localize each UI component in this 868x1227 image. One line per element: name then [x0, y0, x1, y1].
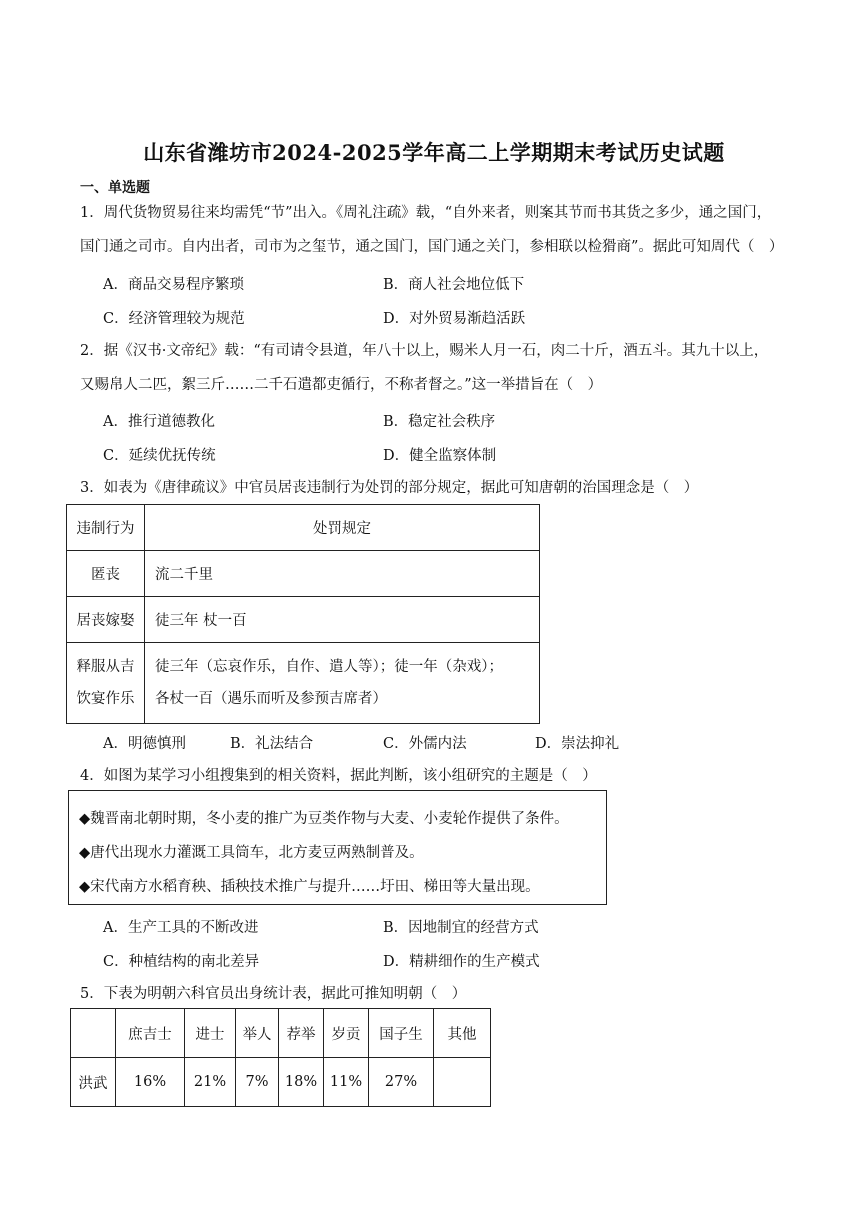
question-5: [80, 977, 792, 1011]
table-cell: 21%: [185, 1058, 236, 1107]
question-5-line-1: 5．下表为明朝六科官员出身统计表，据此可推知明朝（ ）: [80, 986, 467, 1002]
question-3-line-1: 3．如表为《唐律疏议》中官员居丧违制行为处罚的部分规定，据此可知唐朝的治国理念是（ ）: [80, 480, 699, 496]
table-cell-line: 徒三年（忘哀作乐，自作、遣人等）；徒一年（杂戏）；: [155, 659, 503, 675]
question-2: [80, 334, 792, 402]
question-4: [80, 759, 792, 793]
material-item: ◆魏晋南北朝时期，冬小麦的推广为豆类作物与大麦、小麦轮作提供了条件。: [79, 811, 569, 827]
exam-title: 山东省潍坊市2024-2025学年高二上学期期末考试历史试题: [143, 140, 725, 165]
q1-option-a[interactable]: A．商品交易程序繁琐: [103, 277, 244, 293]
table-row: [67, 597, 540, 643]
table-cell: 洪武: [71, 1058, 116, 1107]
table-row: [67, 505, 540, 551]
table-header-cell: 国子生: [369, 1009, 434, 1058]
table-row: [67, 551, 540, 597]
material-item: ◆唐代出现水力灌溉工具筒车，北方麦豆两熟制普及。: [79, 845, 424, 861]
question-4-line-1: 4．如图为某学习小组搜集到的相关资料，据此判断，该小组研究的主题是（ ）: [80, 768, 597, 784]
table-cell: 18%: [279, 1058, 324, 1107]
q5-table: [70, 1008, 491, 1107]
q4-option-d[interactable]: D．精耕细作的生产模式: [383, 954, 540, 970]
table-cell: 居丧嫁娶: [67, 597, 145, 643]
q2-option-b[interactable]: B．稳定社会秩序: [383, 414, 496, 430]
section-heading: 一、单选题: [80, 180, 150, 196]
table-header-cell: 举人: [236, 1009, 279, 1058]
q4-option-a[interactable]: A．生产工具的不断改进: [103, 920, 259, 936]
table-cell: 徒三年 杖一百: [145, 597, 540, 643]
q2-option-a[interactable]: A．推行道德教化: [103, 414, 215, 430]
q3-option-b[interactable]: B．礼法结合: [230, 736, 314, 752]
table-cell: 27%: [369, 1058, 434, 1107]
table-header-cell: 违制行为: [67, 505, 145, 551]
table-row: [67, 643, 540, 724]
table-cell-line: 释服从吉: [76, 659, 135, 675]
q2-option-d[interactable]: D．健全监察体制: [383, 448, 497, 464]
table-cell: 流二千里: [145, 551, 540, 597]
table-cell: [145, 643, 540, 724]
q1-option-c[interactable]: C．经济管理较为规范: [103, 311, 245, 327]
q1-option-b[interactable]: B．商人社会地位低下: [383, 277, 525, 293]
table-row: [71, 1058, 491, 1107]
q4-option-c[interactable]: C．种植结构的南北差异: [103, 954, 260, 970]
table-header-cell: 进士: [185, 1009, 236, 1058]
question-2-line-2: 又赐帛人二匹，絮三斤……二千石遣都吏循行，不称者督之。”这一举措旨在（ ）: [80, 377, 603, 393]
q3-table: [66, 504, 540, 724]
table-cell-line: 饮宴作乐: [76, 691, 135, 707]
question-1-line-2: 国门通之司市。自内出者，司市为之玺节，通之国门，国门通之关门，参相联以检猾商”。据此可知周代（ ）: [80, 239, 784, 255]
table-header-cell: 岁贡: [324, 1009, 369, 1058]
table-header-cell: 其他: [434, 1009, 491, 1058]
table-header-cell: 荐举: [279, 1009, 324, 1058]
table-cell: [434, 1058, 491, 1107]
question-2-line-1: 2．据《汉书·文帝纪》载：“有司请令县道，年八十以上，赐米人月一石，肉二十斤，酒五斗。其九十以上，: [80, 343, 769, 359]
table-cell-line: 各杖一百（遇乐而听及参预吉席者）: [155, 691, 387, 707]
q4-material-box: [68, 790, 607, 905]
table-header-cell: 处罚规定: [145, 505, 540, 551]
question-3: [80, 471, 792, 505]
table-row: [71, 1009, 491, 1058]
q2-option-c[interactable]: C．延续优抚传统: [103, 448, 216, 464]
q3-option-c[interactable]: C．外儒内法: [383, 736, 467, 752]
table-cell: 匿丧: [67, 551, 145, 597]
q1-option-d[interactable]: D．对外贸易渐趋活跃: [383, 311, 526, 327]
table-header-cell: [71, 1009, 116, 1058]
question-1: [80, 196, 792, 264]
question-1-line-1: 1．周代货物贸易往来均需凭“节”出入。《周礼注疏》载，“自外来者，则案其节而书其货之多少，通之国门，: [80, 205, 772, 221]
q3-option-a[interactable]: A．明德慎刑: [103, 736, 186, 752]
q4-option-b[interactable]: B．因地制宜的经营方式: [383, 920, 539, 936]
table-cell: [67, 643, 145, 724]
table-cell: 16%: [116, 1058, 185, 1107]
table-header-cell: 庶吉士: [116, 1009, 185, 1058]
material-item: ◆宋代南方水稻育秧、插秧技术推广与提升……圩田、梯田等大量出现。: [79, 879, 540, 895]
table-cell: 11%: [324, 1058, 369, 1107]
q3-option-d[interactable]: D．崇法抑礼: [535, 736, 620, 752]
table-cell: 7%: [236, 1058, 279, 1107]
